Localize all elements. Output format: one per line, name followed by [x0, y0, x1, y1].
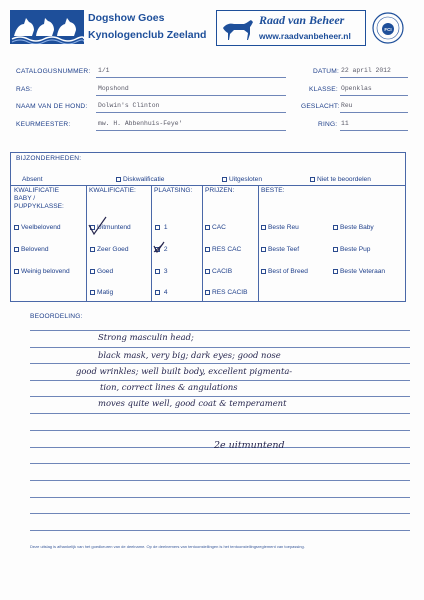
checkbox[interactable]: [205, 225, 210, 230]
checkbox[interactable]: [155, 290, 160, 295]
niet-beoordelen-label: Niet te beoordelen: [317, 176, 371, 183]
checkbox[interactable]: [155, 269, 160, 274]
keurmeester-label: KEURMEESTER:: [16, 121, 71, 128]
checkbox[interactable]: [333, 247, 338, 252]
col-divider-3: [202, 185, 203, 302]
beste-baby-label: Beste Baby: [340, 224, 374, 231]
handwritten-line-2: black mask, very big; dark eyes; good nose: [98, 350, 281, 360]
option-goed[interactable]: [90, 268, 113, 275]
checkbox[interactable]: [205, 247, 210, 252]
club-name-line2: Kynologenclub Zeeland: [88, 29, 207, 41]
uitgesloten-label: Uitgesloten: [229, 176, 262, 183]
handwritten-result: 2e uitmuntend: [214, 440, 285, 451]
plaatsing-header: PLAATSING:: [154, 187, 193, 194]
ras-line: [96, 95, 286, 96]
option-place-3[interactable]: [155, 268, 168, 275]
rvb-url[interactable]: www.raadvanbeheer.nl: [259, 31, 351, 41]
rvb-title: Raad van Beheer: [259, 13, 345, 27]
beste-teef-label: Beste Teef: [268, 246, 300, 253]
ring-value: 11: [341, 120, 349, 127]
beoordeling-title: BEOORDELING:: [30, 313, 83, 320]
option-veelbelovend[interactable]: [14, 224, 61, 231]
option-zeer-goed[interactable]: [90, 246, 129, 253]
option-cacib[interactable]: [205, 268, 232, 275]
cacib-label: CACIB: [212, 268, 233, 275]
checkbox[interactable]: [310, 177, 315, 182]
belovend-label: Belovend: [21, 246, 49, 253]
catalogus-line: [96, 77, 286, 78]
option-weinig-belovend[interactable]: [14, 268, 70, 275]
checkbox[interactable]: [14, 269, 19, 274]
beste-reu-label: Beste Reu: [268, 224, 299, 231]
ras-value: Mopshond: [98, 85, 129, 92]
checkbox[interactable]: [90, 269, 95, 274]
res-cacib-label: RES CACIB: [212, 289, 248, 296]
bijzonderheden-title: BIJZONDERHEDEN:: [16, 155, 82, 162]
club-logo-dogs: [10, 10, 84, 44]
ruled-line: [30, 497, 410, 498]
option-diskwalificatie[interactable]: [116, 176, 164, 183]
raad-van-beheer-logo: [216, 10, 366, 46]
option-beste-teef[interactable]: [261, 246, 299, 253]
option-absent[interactable]: [22, 176, 43, 183]
option-place-4[interactable]: [155, 289, 168, 296]
veelbelovend-label: Veelbelovend: [21, 224, 61, 231]
ring-label: RING:: [318, 121, 338, 128]
res-cac-label: RES CAC: [212, 246, 242, 253]
geslacht-line: [340, 112, 408, 113]
klasse-label: KLASSE:: [309, 86, 338, 93]
handwritten-check-uitmuntend-icon: [86, 215, 108, 237]
catalogus-label: CATALOGUSNUMMER:: [16, 68, 91, 75]
handwritten-check-place-2-icon: [152, 241, 166, 255]
diskwalificatie-label: Diskwalificatie: [123, 176, 165, 183]
option-res-cac[interactable]: [205, 246, 241, 253]
handwritten-line-3: good wrinkles; well built body, excellent pigmenta-: [76, 366, 293, 376]
ruled-line: [30, 530, 410, 531]
ruled-line: [30, 513, 410, 514]
ruled-line: [30, 396, 410, 397]
option-cac[interactable]: [205, 224, 226, 231]
checkbox[interactable]: [14, 225, 19, 230]
checkbox[interactable]: [333, 225, 338, 230]
keurmeester-line: [96, 130, 286, 131]
option-matig[interactable]: [90, 289, 113, 296]
checkbox[interactable]: [222, 177, 227, 182]
uitmuntend-label: Uitmuntend: [97, 224, 131, 231]
ruled-line: [30, 380, 410, 381]
option-beste-pup[interactable]: [333, 246, 370, 253]
place-1-label: 1: [163, 224, 168, 231]
baby-header: KWALIFICATIE BABY / PUPPYKLASSE:: [14, 187, 64, 210]
option-belovend[interactable]: [14, 246, 49, 253]
kwalificatie-header: KWALIFICATIE:: [89, 187, 136, 194]
place-4-label: 4: [163, 289, 168, 296]
checkbox[interactable]: [205, 269, 210, 274]
absent-label: Absent: [22, 176, 43, 183]
beste-header: BESTE:: [261, 187, 285, 194]
ruled-line: [30, 347, 410, 348]
best-of-breed-label: Best of Breed: [268, 268, 308, 275]
greyhound-icon: [220, 14, 256, 42]
svg-text:FCI: FCI: [384, 27, 392, 32]
ras-label: RAS:: [16, 86, 33, 93]
checkbox[interactable]: [261, 225, 266, 230]
geslacht-value: Reu: [341, 102, 353, 109]
datum-value: 22 april 2012: [341, 67, 391, 74]
ruled-line: [30, 363, 410, 364]
goed-label: Goed: [97, 268, 114, 275]
ruled-line: [30, 463, 410, 464]
handwritten-line-1: Strong masculin head;: [98, 332, 194, 342]
cac-label: CAC: [212, 224, 226, 231]
option-beste-reu[interactable]: [261, 224, 299, 231]
checkbox[interactable]: [261, 269, 266, 274]
klasse-value: Openklas: [341, 85, 372, 92]
col-divider-4: [258, 185, 259, 302]
beste-veteraan-label: Beste Veteraan: [340, 268, 386, 275]
ruled-line: [30, 480, 410, 481]
ruled-line: [30, 430, 410, 431]
divider: [10, 185, 406, 186]
club-name-line1: Dogshow Goes: [88, 12, 165, 24]
matig-label: Matig: [97, 289, 114, 296]
naam-label: NAAM VAN DE HOND:: [16, 103, 88, 110]
naam-line: [96, 112, 286, 113]
ruled-line: [30, 413, 410, 414]
option-place-1[interactable]: [155, 224, 168, 231]
option-res-cacib[interactable]: [205, 289, 248, 296]
weinig-belovend-label: Weinig belovend: [21, 268, 70, 275]
ruled-line: [30, 330, 410, 331]
col-divider-1: [86, 185, 87, 302]
checkbox[interactable]: [14, 247, 19, 252]
option-uitgesloten[interactable]: [222, 176, 262, 183]
footer-note: Deze uitslag is afhankelijk van het goedkeuren van de deelname. Op de deelnemers van tentoonstellingen is het tentoonstellingsreglement van toepassing.: [30, 544, 305, 549]
datum-line: [340, 77, 408, 78]
beste-pup-label: Beste Pup: [340, 246, 371, 253]
option-niet-beoordelen[interactable]: [310, 176, 371, 183]
place-2-label: 2: [163, 246, 168, 253]
checkbox[interactable]: [205, 290, 210, 295]
option-beste-baby[interactable]: [333, 224, 374, 231]
prijzen-header: PRIJZEN:: [205, 187, 235, 194]
option-beste-veteraan[interactable]: [333, 268, 385, 275]
handwritten-line-5: moves quite well, good coat & temperament: [98, 398, 287, 408]
option-best-of-breed[interactable]: [261, 268, 308, 275]
checkbox[interactable]: [90, 247, 95, 252]
checkbox[interactable]: [333, 269, 338, 274]
naam-value: Dolwin's Clinton: [98, 102, 160, 109]
datum-label: DATUM:: [313, 68, 339, 75]
fci-seal-icon: [372, 12, 404, 44]
checkbox[interactable]: [90, 290, 95, 295]
checkbox[interactable]: [116, 177, 121, 182]
klasse-line: [340, 95, 408, 96]
geslacht-label: GESLACHT:: [301, 103, 340, 110]
ring-line: [340, 130, 408, 131]
handwritten-line-4: tion, correct lines & angulations: [100, 382, 238, 392]
checkbox[interactable]: [261, 247, 266, 252]
catalogus-value: 1/1: [98, 67, 110, 74]
keurmeester-value: mw. H. Abbenhuis-Feye': [98, 120, 183, 127]
zeer-goed-label: Zeer Goed: [97, 246, 129, 253]
place-3-label: 3: [163, 268, 168, 275]
checkbox[interactable]: [155, 225, 160, 230]
